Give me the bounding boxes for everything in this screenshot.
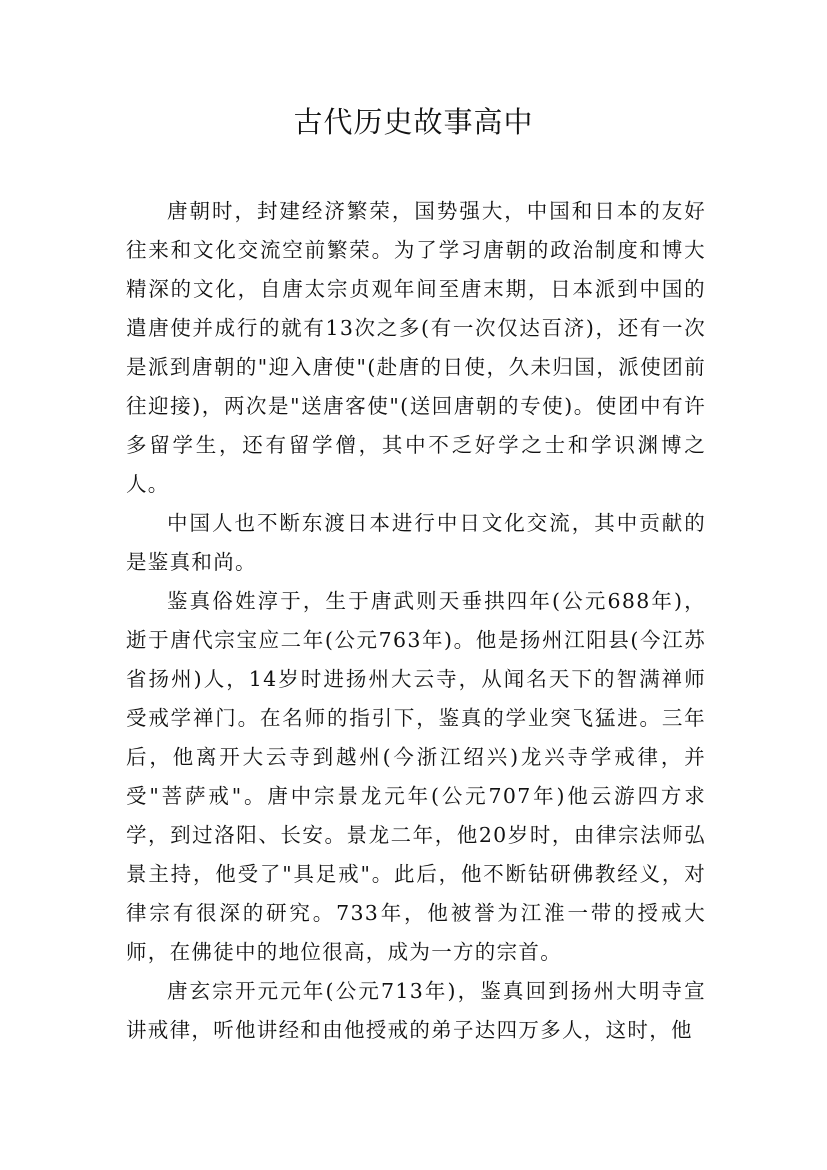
paragraph-envoys: 唐朝时，封建经济繁荣，国势强大，中国和日本的友好往来和文化交流空前繁荣。为了学习唐朝的政治制度和博大精深的文化，自唐太宗贞观年间至唐末期，日本派到中国的遣唐使并成行的就有13次之多(有一次仅达百济)，还有一次是派到唐朝的"迎入唐使"(赴唐的日使，久未归国，派使团前往迎接)，两次是"送唐客使"(送回唐朝的专使)。使团中有许多留学生，还有留学僧，其中不乏好学之士和学识渊博之人。: [126, 199, 706, 496]
document-title: 古代历史故事高中: [293, 105, 534, 139]
paragraph-jianzhen-life: 鉴真俗姓淳于，生于唐武则天垂拱四年(公元688年)，逝于唐代宗宝应二年(公元763年)。他是扬州江阳县(今江苏省扬州)人，14岁时进扬州大云寺，从闻名天下的智满禅师受戒学禅门。在名师的指引下，鉴真的学业突飞猛进。三年后，他离开大云寺到越州(今浙江绍兴)龙兴寺学戒律，并受"菩萨戒"。唐中宗景龙元年(公元707年)他云游四方求学，到过洛阳、长安。景龙二年，他20岁时，由律宗法师弘景主持，他受了"具足戒"。此后，他不断钻研佛教经义，对律宗有很深的研究。733年，他被誉为江淮一带的授戒大师，在佛徒中的地位很高，成为一方的宗首。: [126, 589, 706, 964]
document-body: [126, 192, 706, 1050]
paragraph-jianzhen-intro: 中国人也不断东渡日本进行中日文化交流，其中贡献的是鉴真和尚。: [126, 511, 706, 574]
paragraph-kaiyuan: 唐玄宗开元元年(公元713年)，鉴真回到扬州大明寺宣讲戒律，听他讲经和由他授戒的弟子达四万多人，这时，他: [126, 979, 706, 1042]
